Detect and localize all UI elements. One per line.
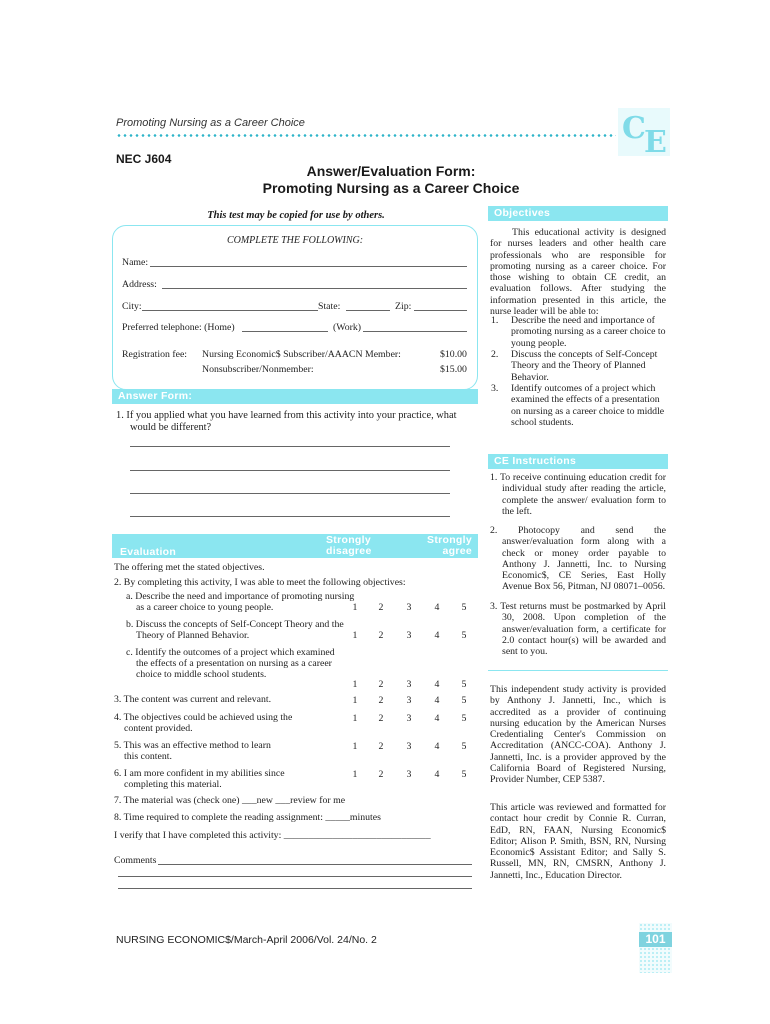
- name-field[interactable]: [150, 266, 467, 267]
- rating-option[interactable]: 3: [406, 741, 412, 752]
- objective-item-2: Discuss the concepts of Self-Concept Theory and the Theory of Planned Behavior.: [511, 349, 658, 383]
- svg-text:E: E: [644, 125, 667, 160]
- rating-option[interactable]: 3: [406, 769, 412, 780]
- city-label: City:: [122, 301, 142, 312]
- fee-member-value: $10.00: [440, 349, 467, 360]
- fee-member-label: Nursing Economic$ Subscriber/AAACN Member:: [202, 349, 401, 360]
- rating-option[interactable]: 2: [378, 695, 384, 706]
- answer-line-4[interactable]: [130, 516, 450, 517]
- objective-item-3: Identify outcomes of a project which examined the effects of a presentation on nursing as a career choice to middle school students.: [511, 383, 665, 428]
- journal-footer: NURSING ECONOMIC$/March-April 2006/Vol. 24/No. 2: [116, 934, 377, 946]
- answer-line-2[interactable]: [130, 470, 450, 471]
- fee-label: Registration fee:: [122, 349, 188, 360]
- rating-option[interactable]: 1: [352, 741, 358, 752]
- course-code: NEC J604: [116, 152, 172, 166]
- rated-item-c: c. Identify the outcomes of a project which examined the effects of a presentation on nursing as a career choice to middle school students.: [126, 647, 335, 681]
- phone-label: Preferred telephone: (Home): [122, 322, 235, 333]
- objective-number-3: 3.: [491, 383, 499, 394]
- rating-option[interactable]: 4: [434, 679, 440, 690]
- rating-option[interactable]: 4: [434, 713, 440, 724]
- rating-option[interactable]: 4: [434, 769, 440, 780]
- rated-item-a: a. Describe the need and importance of promoting nursing as a career choice to young people.: [126, 591, 355, 614]
- rating-option[interactable]: 1: [352, 679, 358, 690]
- answer-form-heading: Answer Form:: [112, 389, 478, 404]
- rating-option[interactable]: 5: [461, 769, 467, 780]
- objectives-intro: This educational activity is designed for nurses leaders and other health care professionals who are responsible for promoting nursing as a career choice. For those wishing to obtain CE credit, an evaluation follows. After studying the information presented in this article, the nurse leader will be able to:: [490, 227, 666, 318]
- fee-nonmember-label: Nonsubscriber/Nonmember:: [202, 364, 314, 375]
- rating-option[interactable]: 2: [378, 602, 384, 613]
- rating-option[interactable]: 2: [378, 630, 384, 641]
- work-label: (Work): [333, 322, 362, 333]
- rating-option[interactable]: 2: [378, 679, 384, 690]
- zip-field[interactable]: [414, 310, 467, 311]
- question-1: 1. If you applied what you have learned from this activity into your practice, what would be different?: [116, 410, 457, 433]
- evaluation-intro: The offering met the stated objectives.: [114, 562, 265, 573]
- evaluation-item-7: 7. The material was (check one) ___new ___review for me: [114, 795, 346, 806]
- state-field[interactable]: [346, 310, 390, 311]
- rating-option[interactable]: 4: [434, 695, 440, 706]
- review-statement: This article was reviewed and formatted for contact hour credit by Connie R. Curran, EdD, RN, FAAN, Nursing Economic$ Editor; Alison P. Smith, BSN, RN, Nursing Economic$ Assistant Editor; and Sally S. Russell, MN, RN, CMSRN, Anthony J. Jannetti, Inc., Education Director.: [490, 802, 666, 881]
- address-field[interactable]: [162, 288, 467, 289]
- rating-option[interactable]: 1: [352, 769, 358, 780]
- ce-step-1: 1. To receive continuing education credit for individual study after reading the article, complete the answer/ evaluation form to the left.: [490, 472, 666, 517]
- rating-option[interactable]: 3: [406, 713, 412, 724]
- objective-number-1: 1.: [491, 315, 499, 326]
- rated-item-5: 5. This was an effective method to learn this content.: [114, 740, 271, 763]
- verify-statement: I verify that I have completed this activity: ______________________________: [114, 830, 431, 841]
- running-title: Promoting Nursing as a Career Choice: [116, 117, 305, 129]
- strongly-disagree-label: Strongly disagree: [326, 534, 372, 557]
- copy-note: This test may be copied for use by others.: [207, 210, 385, 221]
- evaluation-heading-band: [112, 534, 478, 558]
- rating-option[interactable]: 1: [352, 695, 358, 706]
- work-phone-field[interactable]: [363, 331, 467, 332]
- strongly-agree-label: Strongly agree: [427, 534, 472, 557]
- rating-option[interactable]: 2: [378, 769, 384, 780]
- rating-option[interactable]: 3: [406, 695, 412, 706]
- address-label: Address:: [122, 279, 157, 290]
- city-field[interactable]: [142, 310, 318, 311]
- rating-option[interactable]: 5: [461, 741, 467, 752]
- rated-item-3: 3. The content was current and relevant.: [114, 694, 272, 705]
- state-label: State:: [318, 301, 341, 312]
- rating-option[interactable]: 3: [406, 602, 412, 613]
- comments-line-3[interactable]: [118, 888, 472, 889]
- fee-nonmember-value: $15.00: [440, 364, 467, 375]
- rating-option[interactable]: 5: [461, 630, 467, 641]
- rating-option[interactable]: 5: [461, 713, 467, 724]
- answer-line-1[interactable]: [130, 446, 450, 447]
- objectives-heading: Objectives: [488, 206, 668, 221]
- comments-label: Comments: [114, 855, 157, 866]
- registration-heading: COMPLETE THE FOLLOWING:: [226, 235, 364, 246]
- page-subtitle: Promoting Nursing as a Career Choice: [262, 180, 520, 196]
- home-phone-field[interactable]: [242, 331, 328, 332]
- evaluation-item-2: 2. By completing this activity, I was able to meet the following objectives:: [114, 577, 406, 588]
- rating-option[interactable]: 2: [378, 741, 384, 752]
- rating-option[interactable]: 1: [352, 630, 358, 641]
- header-dotted-rule: [116, 134, 616, 137]
- accreditation-statement: This independent study activity is provided by Anthony J. Jannetti, Inc., which is accredited as a provider of continuing nursing education by the American Nurses Credentialing Center's Commission on Accreditation (ANCC-COA). Anthony J. Jannetti, Inc. is a provider approved by the California Board of Registered Nursing, Provider Number, CEP 5387.: [490, 684, 666, 786]
- rated-item-4: 4. The objectives could be achieved using the content provided.: [114, 712, 293, 735]
- rating-option[interactable]: 1: [352, 602, 358, 613]
- rating-option[interactable]: 5: [461, 695, 467, 706]
- rating-option[interactable]: 4: [434, 741, 440, 752]
- ce-step-3: 3. Test returns must be postmarked by April 30, 2008. Upon completion of the answer/evaluation form, a certificate for 2.0 contact hour(s) will be awarded and sent to you.: [490, 601, 666, 658]
- svg-text:C: C: [622, 111, 646, 146]
- comments-line-1[interactable]: [158, 864, 472, 865]
- rated-item-6: 6. I am more confident in my abilities since completing this material.: [114, 768, 285, 791]
- objective-item-1: Describe the need and importance of promoting nursing as a career choice to young people.: [511, 315, 666, 349]
- zip-label: Zip:: [395, 301, 412, 312]
- rating-option[interactable]: 4: [434, 630, 440, 641]
- evaluation-item-8: 8. Time required to complete the reading assignment: _____minutes: [114, 812, 381, 823]
- page-title: Answer/Evaluation Form:: [306, 163, 476, 179]
- ce-step-2: 2. Photocopy and send the answer/evaluation form along with a check or money order payable to Anthony J. Jannetti, Inc. to Nursing Economic$, CE Series, East Holly Avenue Box 56, Pitman, NJ 08071–0056.: [490, 525, 666, 593]
- rated-item-b: b. Discuss the concepts of Self-Concept Theory and the Theory of Planned Behavior.: [126, 619, 344, 642]
- page-number-badge: [639, 923, 672, 973]
- rating-option[interactable]: 5: [461, 679, 467, 690]
- ce-instructions-heading: CE Instructions: [488, 454, 668, 469]
- objective-number-2: 2.: [491, 349, 499, 360]
- rating-option[interactable]: 3: [406, 630, 412, 641]
- rating-option[interactable]: 2: [378, 713, 384, 724]
- accreditation-divider: [488, 670, 668, 671]
- comments-line-2[interactable]: [118, 876, 472, 877]
- rating-option[interactable]: 5: [461, 602, 467, 613]
- name-label: Name:: [122, 257, 149, 268]
- page-number: 101: [639, 932, 672, 947]
- rating-option[interactable]: 4: [434, 602, 440, 613]
- rating-option[interactable]: 1: [352, 713, 358, 724]
- rating-option[interactable]: 3: [406, 679, 412, 690]
- answer-line-3[interactable]: [130, 493, 450, 494]
- evaluation-heading: Evaluation: [120, 546, 177, 558]
- ce-badge: [614, 104, 674, 160]
